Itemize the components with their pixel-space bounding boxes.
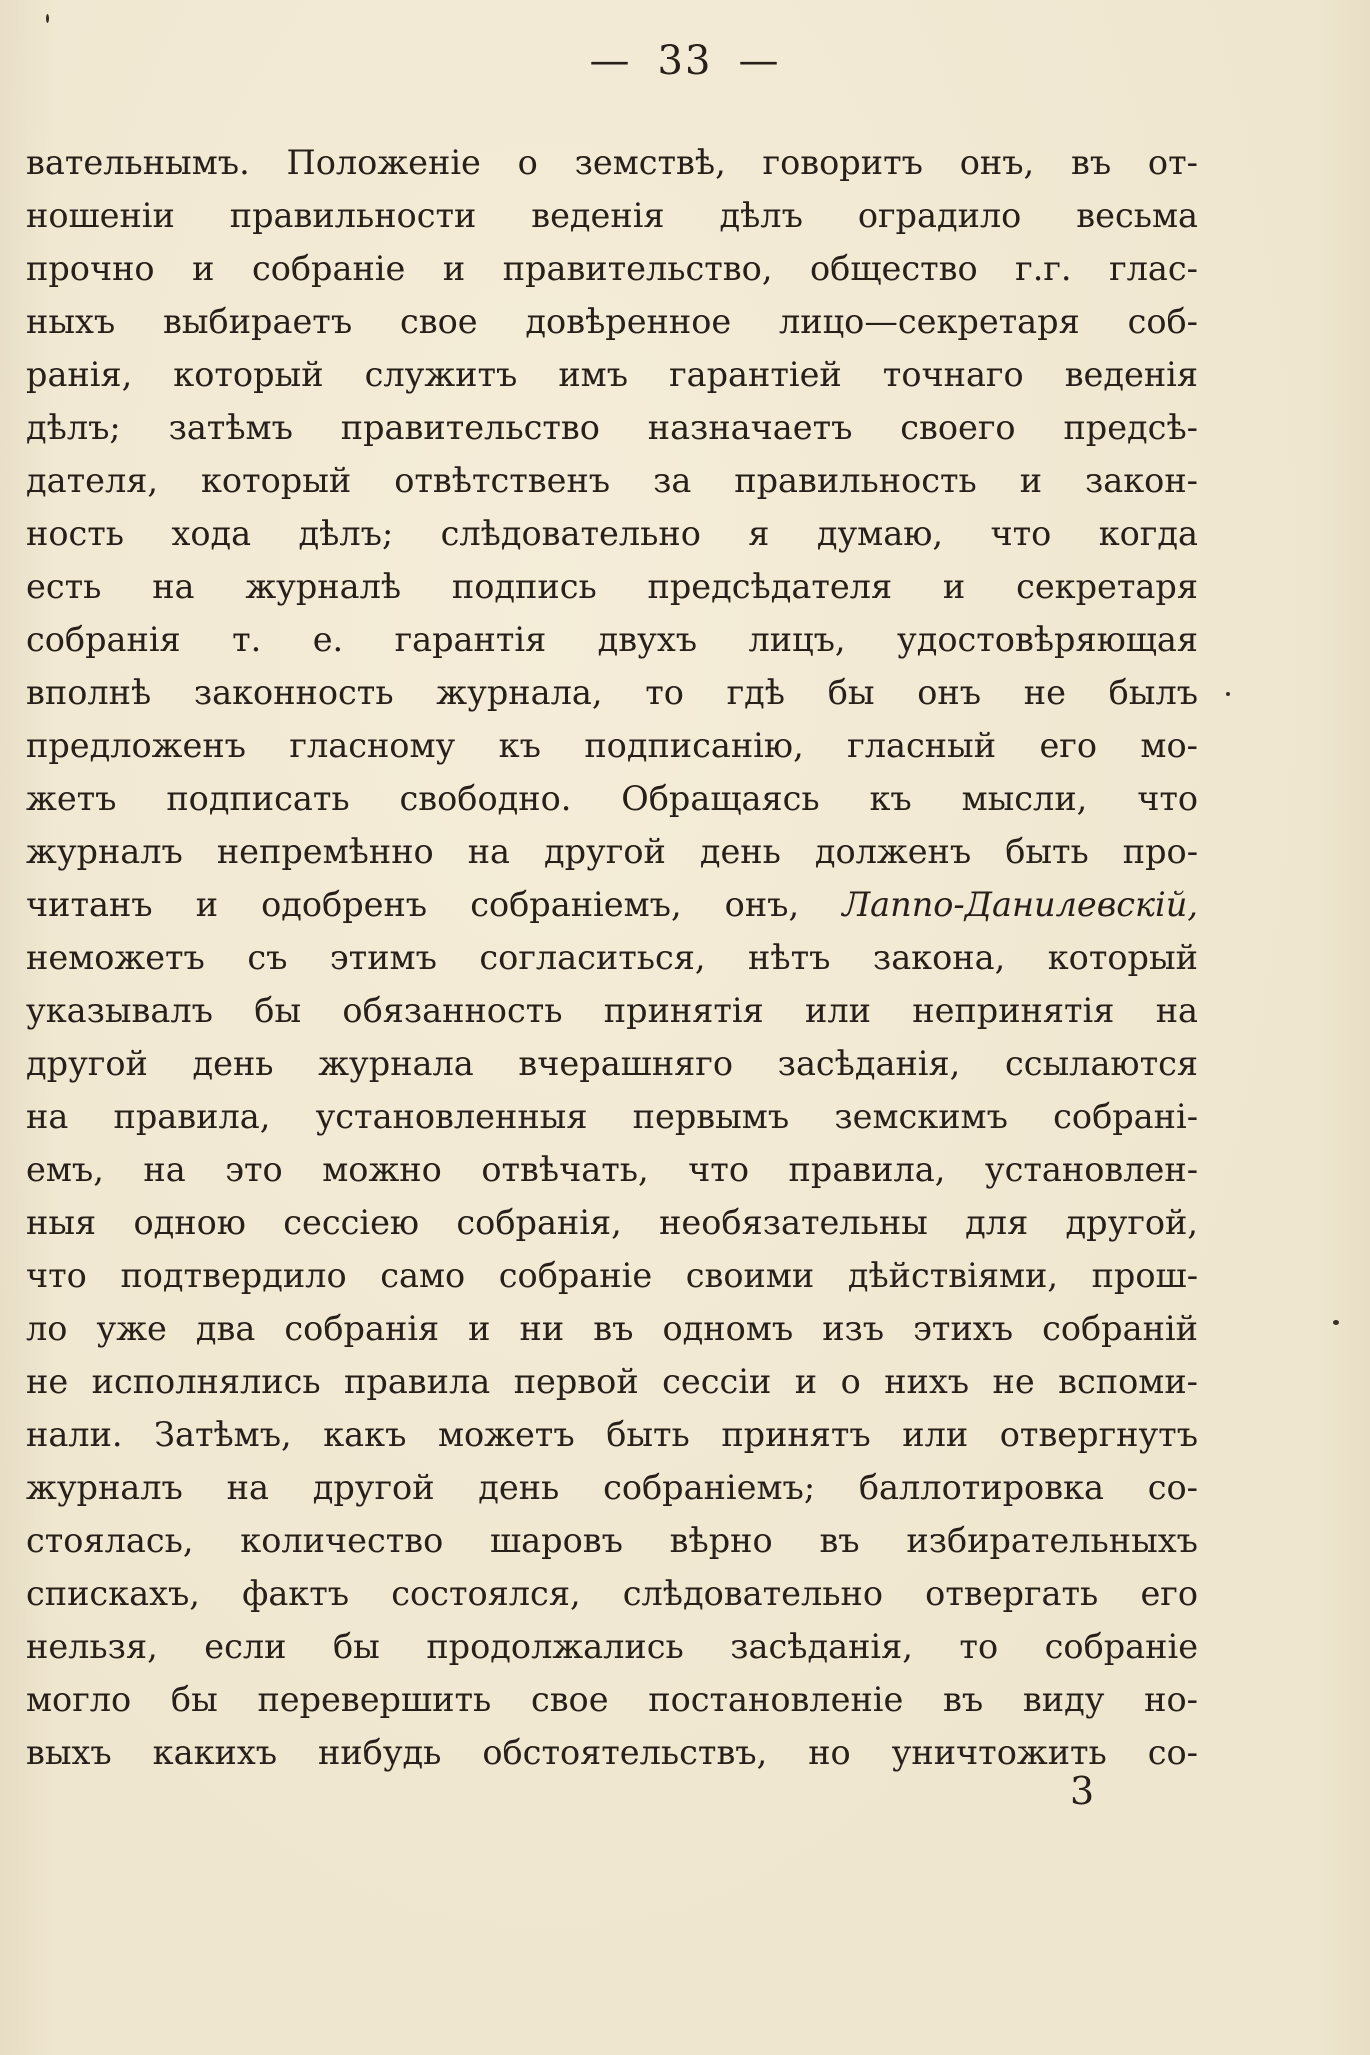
ink-speck	[1333, 1320, 1339, 1325]
text-line-29: нельзя, если бы продолжались засѣданія, то собраніе	[26, 1627, 1198, 1666]
text-line-6: дѣлъ; затѣмъ правительство назначаетъ своего предсѣ-	[26, 408, 1198, 447]
text-line-4: ныхъ выбираетъ свое довѣренное лицо—секретаря соб-	[26, 302, 1198, 341]
body-text	[26, 136, 1198, 1779]
page-number: 33	[657, 38, 713, 84]
text-line-18: другой день журнала вчерашняго засѣданія, ссылаются	[26, 1044, 1198, 1083]
text-line-2: ношеніи правильности веденія дѣлъ оградило весьма	[26, 196, 1198, 235]
header-right-dash: —	[738, 38, 781, 84]
text-line-12: предложенъ гласному къ подписанію, гласный его мо-	[26, 726, 1198, 765]
text-line-15: читанъ и одобренъ собраніемъ, онъ, Лаппо-Данилевскій,	[26, 885, 1198, 924]
text-line-16: неможетъ съ этимъ согласиться, нѣтъ закона, который	[26, 938, 1198, 977]
header-left-dash: —	[589, 38, 632, 84]
text-line-8: ность хода дѣлъ; слѣдовательно я думаю, что когда	[26, 514, 1198, 553]
text-line-11: вполнѣ законность журнала, то гдѣ бы онъ не былъ	[26, 673, 1198, 712]
text-line-25: нали. Затѣмъ, какъ можетъ быть принятъ или отвергнутъ	[26, 1415, 1198, 1454]
text-line-13: жетъ подписать свободно. Обращаясь къ мысли, что	[26, 779, 1198, 818]
text-line-14: журналъ непремѣнно на другой день долженъ быть про-	[26, 832, 1198, 871]
text-line-28: спискахъ, фактъ состоялся, слѣдовательно отвергать его	[26, 1574, 1198, 1613]
text-line-1: вательнымъ. Положеніе о земствѣ, говоритъ онъ, въ от-	[26, 143, 1198, 182]
text-line-30: могло бы перевершить свое постановленіе въ виду но-	[26, 1680, 1198, 1719]
text-line-10: собранія т. е. гарантія двухъ лицъ, удостовѣряющая	[26, 620, 1198, 659]
ink-speck	[46, 14, 49, 23]
text-line-17: указывалъ бы обязанность принятія или непринятія на	[26, 991, 1198, 1030]
text-line-24: не исполнялись правила первой сессіи и о нихъ не вспоми-	[26, 1362, 1198, 1401]
ink-speck	[1226, 692, 1230, 696]
text-line-22: что подтвердило само собраніе своими дѣйствіями, прош-	[26, 1256, 1198, 1295]
text-line-27: стоялась, количество шаровъ вѣрно въ избирательныхъ	[26, 1521, 1198, 1560]
text-line-7: дателя, который отвѣтственъ за правильность и закон-	[26, 461, 1198, 500]
text-line-31: выхъ какихъ нибудь обстоятельствъ, но уничтожить со-	[26, 1733, 1198, 1772]
signature-mark: 3	[1070, 1769, 1095, 1813]
text-line-23: ло уже два собранія и ни въ одномъ изъ этихъ собраній	[26, 1309, 1198, 1348]
text-line-5: ранія, который служитъ имъ гарантіей точнаго веденія	[26, 355, 1198, 394]
text-line-9: есть на журналѣ подпись предсѣдателя и секретаря	[26, 567, 1198, 606]
page-header	[0, 36, 1370, 86]
italic-speaker-name: Лаппо-Данилевскій,	[842, 885, 1198, 924]
text-line-19: на правила, установленныя первымъ земскимъ собрані-	[26, 1097, 1198, 1136]
text-line-20: емъ, на это можно отвѣчать, что правила, установлен-	[26, 1150, 1198, 1189]
text-line-26: журналъ на другой день собраніемъ; баллотировка со-	[26, 1468, 1198, 1507]
text-line-3: прочно и собраніе и правительство, общество г.г. глас-	[26, 249, 1198, 288]
text-line-21: ныя одною сессіею собранія, необязательны для другой,	[26, 1203, 1198, 1242]
